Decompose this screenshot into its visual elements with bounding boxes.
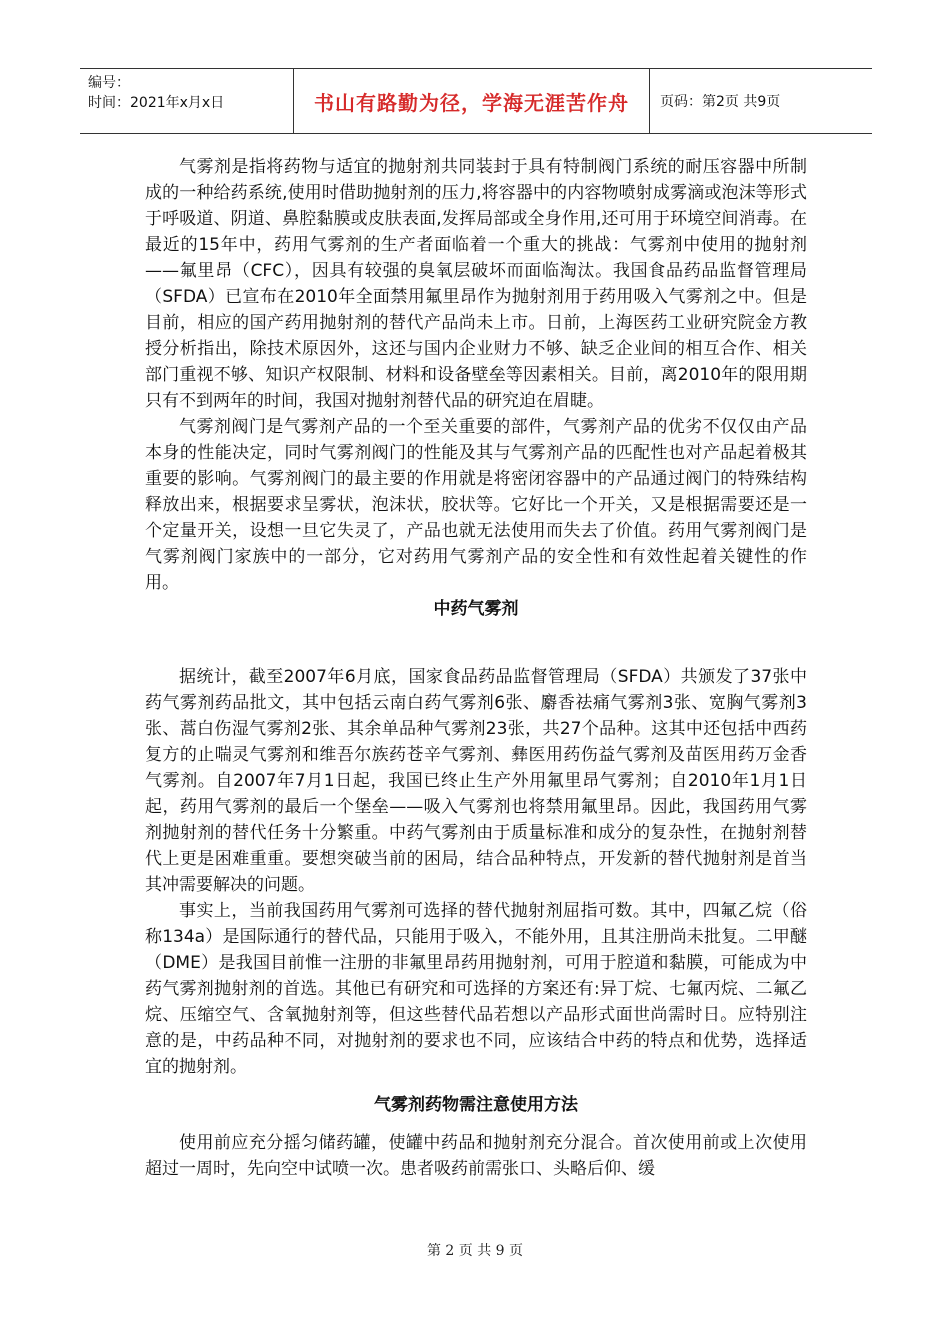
paragraph-statistics: 据统计，截至2007年6月底，国家食品药品监督管理局（SFDA）共颁发了37张中药气雾剂药品批文，其中包括云南白药气雾剂6张、麝香祛痛气雾剂3张、宽胸气雾剂3张、蒿白伤湿气雾剂2张、其余单品种气雾剂23张，共27个品种。这其中还包括中西药复方的止喘灵气雾剂和维吾尔族药苍辛气雾剂、彝医用药伤益气雾剂及苗医用药万金香气雾剂。自2007年7月1日起，我国已终止生产外用氟里昂气雾剂；自2010年1月1日起，药用气雾剂的最后一个堡垒——吸入气雾剂也将禁用氟里昂。因此，我国药用气雾剂抛射剂的替代任务十分繁重。中药气雾剂由于质量标准和成分的复杂性，在抛射剂替代上更是困难重重。要想突破当前的困局，结合品种特点，开发新的替代抛射剂是首当其冲需要解决的问题。 bbox=[145, 667, 807, 895]
section-heading-tcm-aerosol: 中药气雾剂 bbox=[433, 599, 519, 619]
document-body bbox=[145, 154, 807, 1182]
paragraph-aerosol-valve: 气雾剂阀门是气雾剂产品的一个至关重要的部件，气雾剂产品的优劣不仅仅由产品本身的性能决定，同时气雾剂阀门的性能及其与气雾剂产品的匹配性也对产品起着极其重要的影响。气雾剂阀门的最主要的作用就是将密闭容器中的产品通过阀门的特殊结构释放出来，根据要求呈雾状，泡沫状，胶状等。它好比一个开关，又是根据需要还是一个定量开关，设想一旦它失灵了，产品也就无法使用而失去了价值。药用气雾剂阀门是气雾剂阀门家族中的一部分，它对药用气雾剂产品的安全性和有效性起着关键性的作用。 bbox=[145, 417, 807, 593]
document-number-label: 编号： bbox=[88, 75, 130, 91]
page-header bbox=[80, 68, 872, 134]
header-page-info: 页码：第2页 共9页 bbox=[660, 94, 781, 110]
document-time-label: 时间：2021年x月x日 bbox=[88, 95, 225, 111]
page-footer: 第 2 页 共 9 页 bbox=[426, 1243, 524, 1259]
paragraph-aerosol-definition: 气雾剂是指将药物与适宜的抛射剂共同装封于具有特制阀门系统的耐压容器中所制成的一种给药系统,使用时借助抛射剂的压力,将容器中的内容物喷射成雾滴或泡沫等形式于呼吸道、阴道、鼻腔黏膜或皮肤表面,发挥局部或全身作用,还可用于环境空间消毒。在最近的15年中，药用气雾剂的生产者面临着一个重大的挑战：气雾剂中使用的抛射剂——氟里昂（CFC），因具有较强的臭氧层破坏而面临淘汰。我国食品药品监督管理局（SFDA）已宣布在2010年全面禁用氟里昂作为抛射剂用于药用吸入气雾剂之中。但是目前，相应的国产药用抛射剂的替代产品尚未上市。日前，上海医药工业研究院金方教授分析指出，除技术原因外，这还与国内企业财力不够、缺乏企业间的相互合作、相关部门重视不够、知识产权限制、材料和设备壁垒等因素相关。目前，离2010年的限用期只有不到两年的时间，我国对抛射剂替代品的研究迫在眉睫。 bbox=[145, 157, 807, 411]
header-motto: 书山有路勤为径，学海无涯苦作舟 bbox=[293, 69, 650, 133]
paragraph-usage-instructions: 使用前应充分摇匀储药罐，使罐中药品和抛射剂充分混合。首次使用前或上次使用超过一周时，先向空中试喷一次。患者吸药前需张口、头略后仰、缓 bbox=[145, 1133, 807, 1179]
header-meta bbox=[80, 69, 293, 133]
paragraph-propellant-options: 事实上，当前我国药用气雾剂可选择的替代抛射剂屈指可数。其中，四氟乙烷（俗称134a）是国际通行的替代品，只能用于吸入，不能外用，且其注册尚未批复。二甲醚（DME）是我国目前惟一注册的非氟里昂药用抛射剂，可用于腔道和黏膜，可能成为中药气雾剂抛射剂的首选。其他已有研究和可选择的方案还有:异丁烷、七氟丙烷、二氟乙烷、压缩空气、含氧抛射剂等，但这些替代品若想以产品形式面世尚需时日。应特别注意的是，中药品种不同，对抛射剂的要求也不同，应该结合中药的特点和优势，选择适宜的抛射剂。 bbox=[145, 901, 807, 1077]
section-heading-usage: 气雾剂药物需注意使用方法 bbox=[374, 1095, 578, 1115]
